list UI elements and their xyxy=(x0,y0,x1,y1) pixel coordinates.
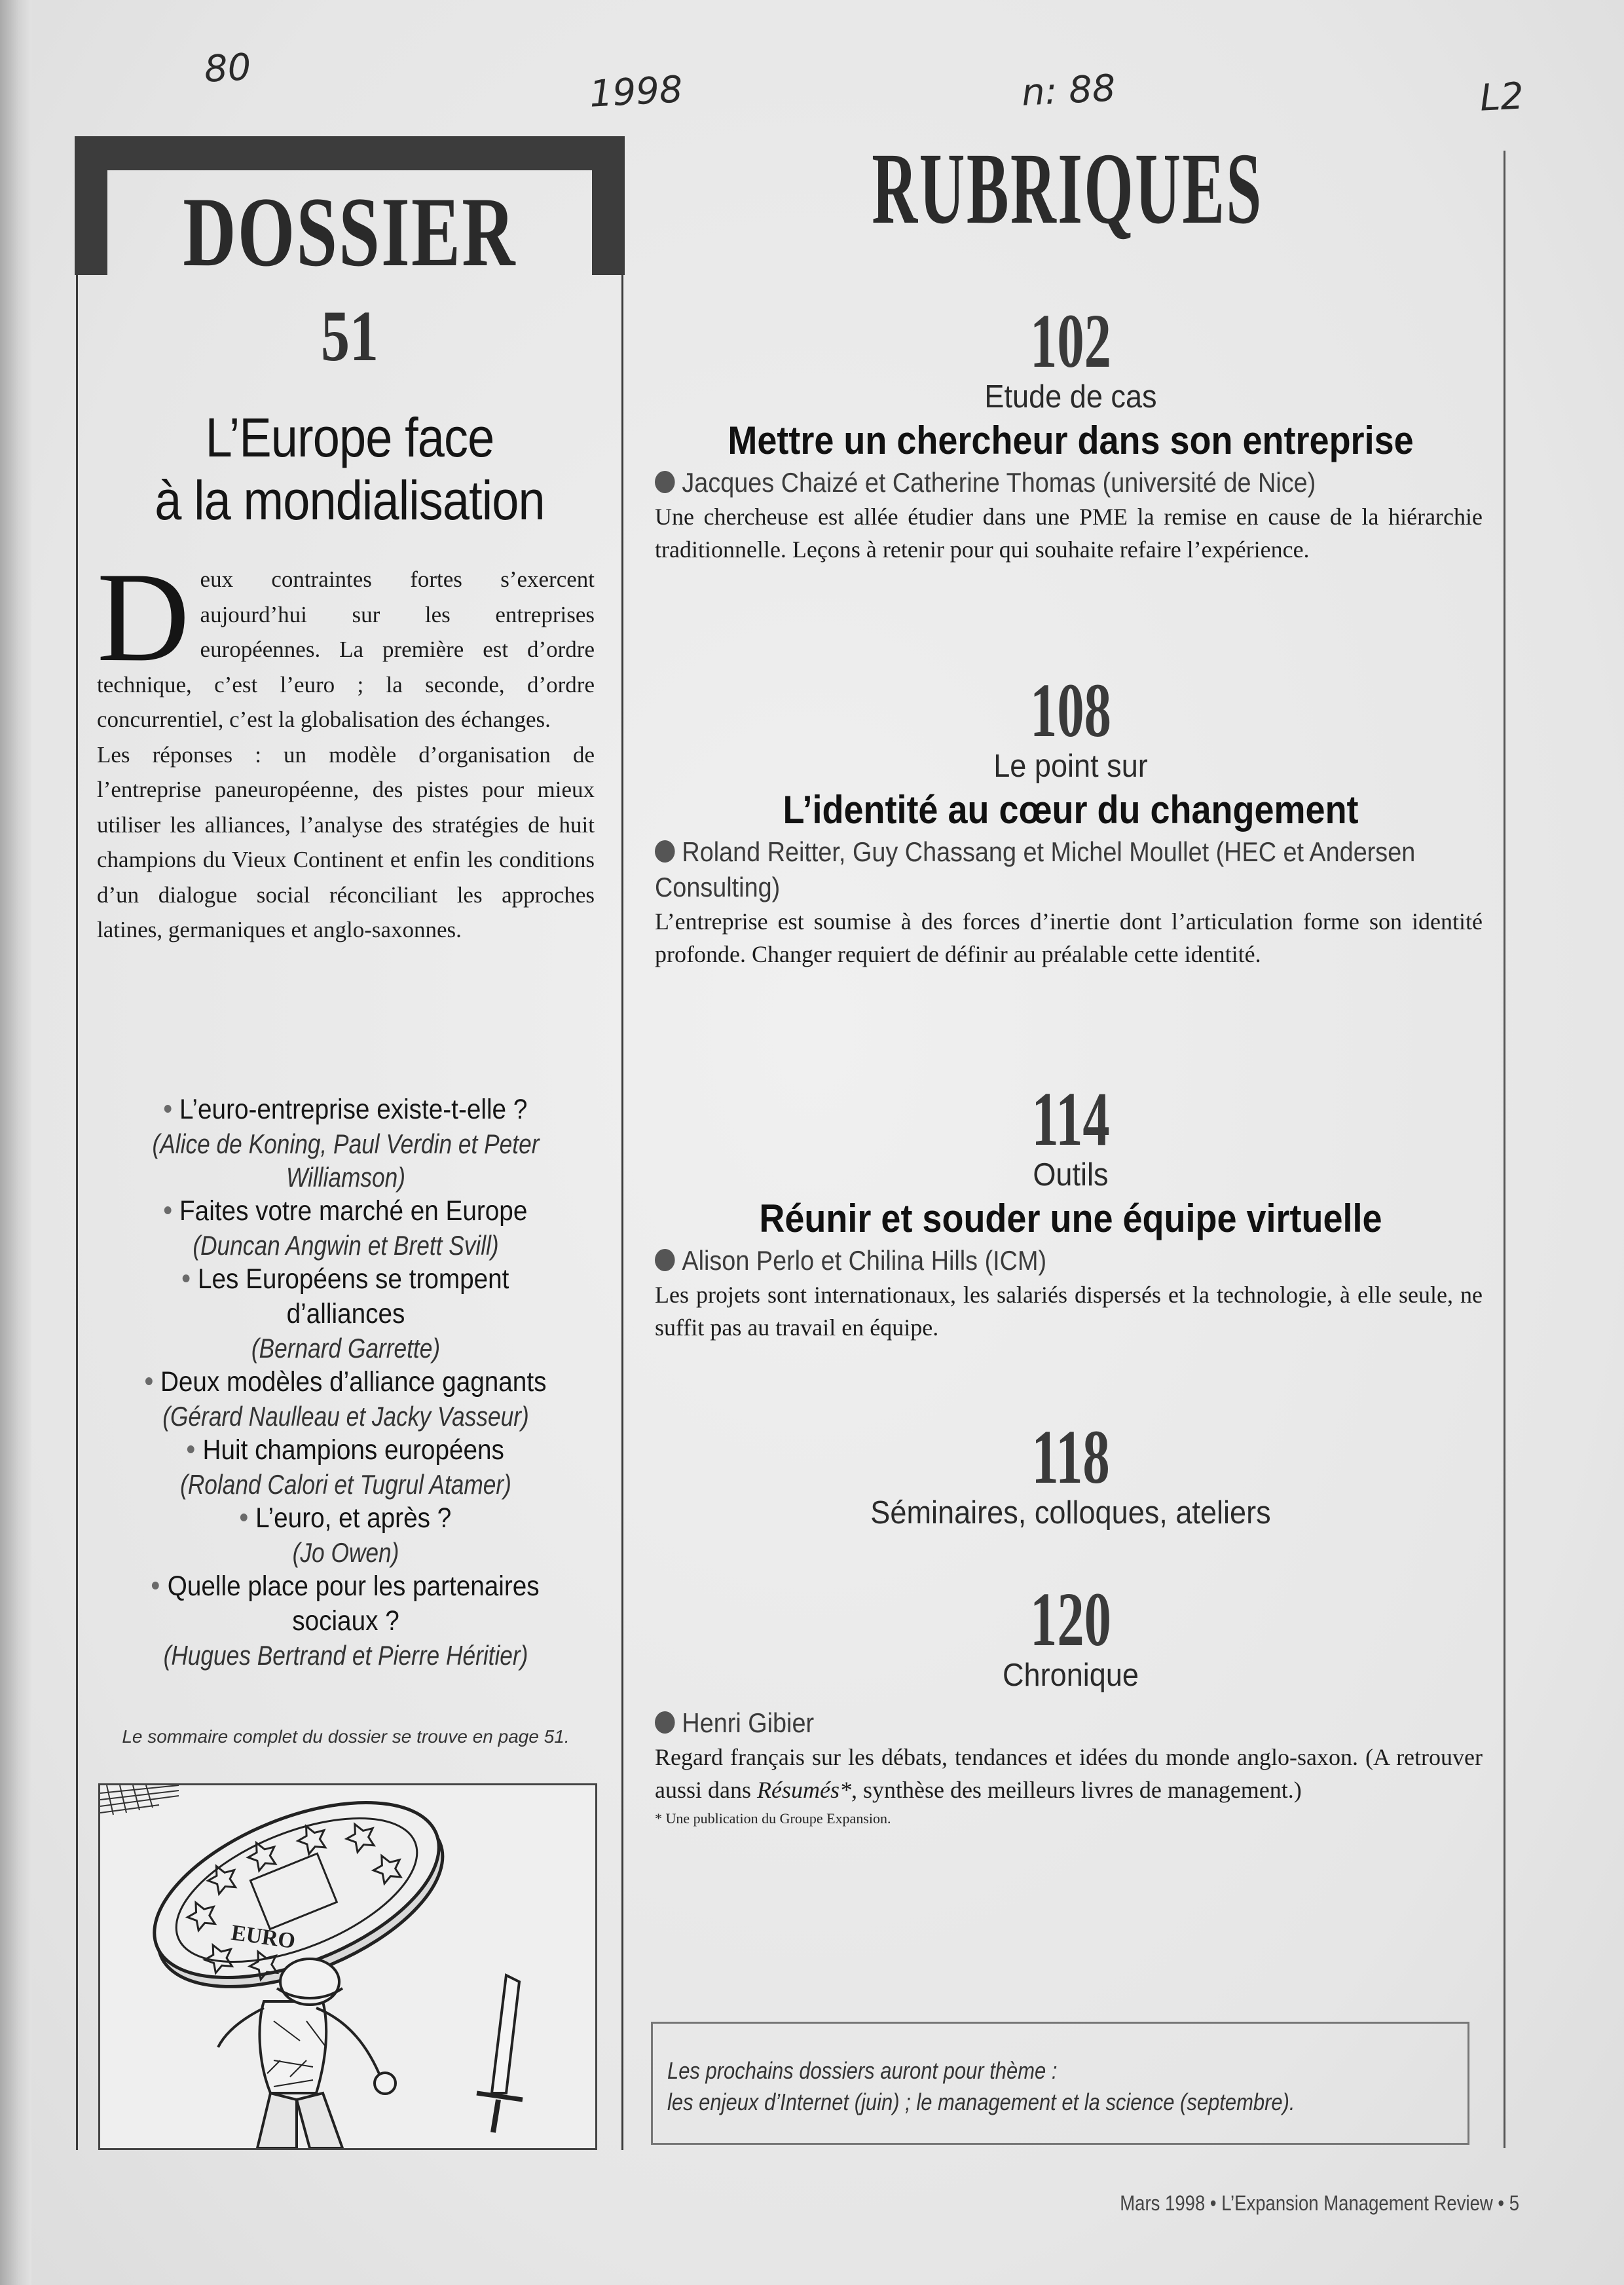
section-authors: Alison Perlo et Chilina Hills (ICM) xyxy=(682,1245,1047,1276)
bullet-icon xyxy=(183,1274,190,1282)
list-item[interactable] xyxy=(97,1501,595,1569)
rubrique-section-108[interactable] xyxy=(648,667,1493,971)
euro-cartoon-illustration xyxy=(98,1783,597,2150)
rubriques-title: RUBRIQUES xyxy=(872,132,1263,245)
dossier-frame-corner-right xyxy=(592,136,625,275)
dossier-headline-line2: à la mondialisation xyxy=(155,470,545,531)
section-authors-row xyxy=(655,834,1486,905)
upcoming-dossiers-box xyxy=(651,2022,1469,2145)
lede-paragraph-1: eux contraintes fortes s’exercent aujourd’hui sur les entreprises européennes. La première est d’ordre technique, c’est l’euro ; la seconde, d’ordre concurrentiel, c’est la globalisation des échanges. xyxy=(97,567,595,732)
section-page-number[interactable]: 108 xyxy=(1030,667,1111,753)
bullet-icon xyxy=(655,1711,675,1734)
article-title: Deux modèles d’alliance gagnants xyxy=(160,1366,547,1398)
article-authors: (Hugues Bertrand et Pierre Héritier) xyxy=(163,1640,528,1671)
section-authors: Roland Reitter, Guy Chassang et Michel Moullet (HEC et Andersen Consulting) xyxy=(655,836,1416,902)
summary-text: , synthèse des meilleurs livres de management.) xyxy=(851,1777,1302,1803)
coin-euro-text: EURO xyxy=(229,1920,297,1954)
summary-text: Regard français sur les débats, tendances et idées du monde anglo-saxon. (A retrouver aussi dans xyxy=(655,1744,1483,1803)
list-item[interactable] xyxy=(97,1092,595,1194)
section-kicker: Séminaires, colloques, ateliers xyxy=(870,1495,1271,1531)
rubrique-section-102[interactable] xyxy=(648,298,1493,566)
list-item[interactable] xyxy=(97,1433,595,1501)
section-page-number[interactable]: 120 xyxy=(1030,1576,1111,1662)
rubrique-section-120[interactable] xyxy=(648,1576,1493,1827)
article-authors: (Alice de Koning, Paul Verdin et Peter Williamson) xyxy=(152,1128,540,1193)
handwritten-issue: n: 88 xyxy=(1020,67,1117,115)
dossier-page-number[interactable]: 51 xyxy=(321,296,378,376)
handwritten-code: L2 xyxy=(1479,75,1525,120)
list-item[interactable] xyxy=(97,1365,595,1433)
article-title: L’euro-entreprise existe-t-elle ? xyxy=(179,1094,528,1125)
section-summary: Les projets sont internationaux, les salariés dispersés et la technologie, à elle seule, ne suffit pas au travail en équipe. xyxy=(655,1282,1483,1341)
article-authors: (Roland Calori et Tugrul Atamer) xyxy=(180,1469,511,1500)
rubrique-section-114[interactable] xyxy=(648,1076,1493,1344)
article-title: Huit champions européens xyxy=(202,1434,504,1466)
dossier-summary-note: Le sommaire complet du dossier se trouve en page 51. xyxy=(122,1726,570,1747)
bullet-icon xyxy=(145,1377,153,1385)
section-authors: Henri Gibier xyxy=(682,1707,815,1738)
bullet-icon xyxy=(655,840,675,863)
bullet-icon xyxy=(655,471,675,493)
section-kicker: Outils xyxy=(1033,1157,1109,1193)
dropcap-letter: D xyxy=(97,546,190,688)
footnote: * Une publication du Groupe Expansion. xyxy=(655,1810,891,1827)
section-page-number[interactable]: 102 xyxy=(1030,298,1111,384)
page-footer: Mars 1998 • L’Expansion Management Review • 5 xyxy=(1120,2191,1519,2215)
dossier-headline xyxy=(109,406,591,532)
upcoming-line-2: les enjeux d’Internet (juin) ; le management et la science (septembre). xyxy=(667,2089,1295,2115)
section-summary xyxy=(655,1741,1483,1806)
section-kicker: Etude de cas xyxy=(984,379,1157,415)
cartoon-drawing xyxy=(100,1785,595,2148)
article-authors: (Duncan Angwin et Brett Svill) xyxy=(193,1230,499,1261)
article-title: Faites votre marché en Europe xyxy=(179,1195,528,1227)
bullet-icon xyxy=(164,1105,172,1113)
article-authors: (Gérard Naulleau et Jacky Vasseur) xyxy=(162,1401,529,1432)
list-item[interactable] xyxy=(97,1569,595,1672)
section-kicker: Le point sur xyxy=(993,749,1148,784)
section-authors-row xyxy=(655,465,1486,500)
bullet-icon xyxy=(152,1582,159,1589)
resumes-link: Résumés* xyxy=(757,1777,851,1803)
dossier-article-list xyxy=(97,1092,595,1672)
section-authors-row xyxy=(655,1705,1486,1741)
lede-paragraph-2: Les réponses : un modèle d’organisation de l’entreprise paneuropéenne, des pistes pour mieux utiliser les alliances, l’analyse des stratégies de huit champions du Vieux Continent et enfin les conditions d’un dialogue social réconciliant les approches latines, germaniques et anglo-saxonnes. xyxy=(97,741,595,942)
section-summary: Une chercheuse est allée étudier dans une PME la remise en cause de la hiérarchie traditionnelle. Leçons à retenir pour qui souhaite refaire l’expérience. xyxy=(655,504,1483,563)
dossier-title: DOSSIER xyxy=(183,177,517,287)
scan-edge xyxy=(0,0,31,2285)
article-authors: (Bernard Garrette) xyxy=(251,1333,441,1364)
section-page-number[interactable]: 118 xyxy=(1031,1414,1110,1500)
dossier-frame-corner-left xyxy=(75,136,107,275)
rubrique-section-118[interactable] xyxy=(648,1414,1493,1533)
handwritten-page-ref: 80 xyxy=(203,46,252,91)
section-authors-row xyxy=(655,1243,1486,1278)
bullet-icon xyxy=(164,1206,172,1214)
article-authors: (Jo Owen) xyxy=(292,1537,399,1568)
section-kicker: Chronique xyxy=(1002,1658,1139,1693)
section-page-number[interactable]: 114 xyxy=(1031,1076,1110,1162)
bullet-icon xyxy=(655,1249,675,1271)
dossier-headline-line1: L’Europe face xyxy=(205,407,494,468)
section-summary: L’entreprise est soumise à des forces d’inertie dont l’articulation forme son identité profonde. Changer requiert de définir au préalable cette identité. xyxy=(655,908,1483,967)
section-headline[interactable]: Mettre un chercheur dans son entreprise xyxy=(728,418,1414,462)
section-headline[interactable]: L’identité au cœur du changement xyxy=(783,788,1359,832)
bullet-icon xyxy=(240,1514,248,1521)
upcoming-line-1: Les prochains dossiers auront pour thème : xyxy=(667,2057,1058,2084)
article-title: L’euro, et après ? xyxy=(255,1502,452,1534)
list-item[interactable] xyxy=(97,1262,595,1365)
handwritten-year: 1998 xyxy=(588,68,684,116)
column-divider xyxy=(1504,151,1505,2148)
article-title: Quelle place pour les partenaires sociaux ? xyxy=(122,1569,570,1639)
list-item[interactable] xyxy=(97,1194,595,1262)
section-headline[interactable]: Réunir et souder une équipe virtuelle xyxy=(759,1197,1382,1240)
dossier-lede xyxy=(97,546,595,948)
bullet-icon xyxy=(187,1445,194,1453)
section-authors: Jacques Chaizé et Catherine Thomas (université de Nice) xyxy=(682,467,1316,498)
dossier-frame-bar xyxy=(75,136,625,170)
article-title: Les Européens se trompent d’alliances xyxy=(122,1262,570,1331)
